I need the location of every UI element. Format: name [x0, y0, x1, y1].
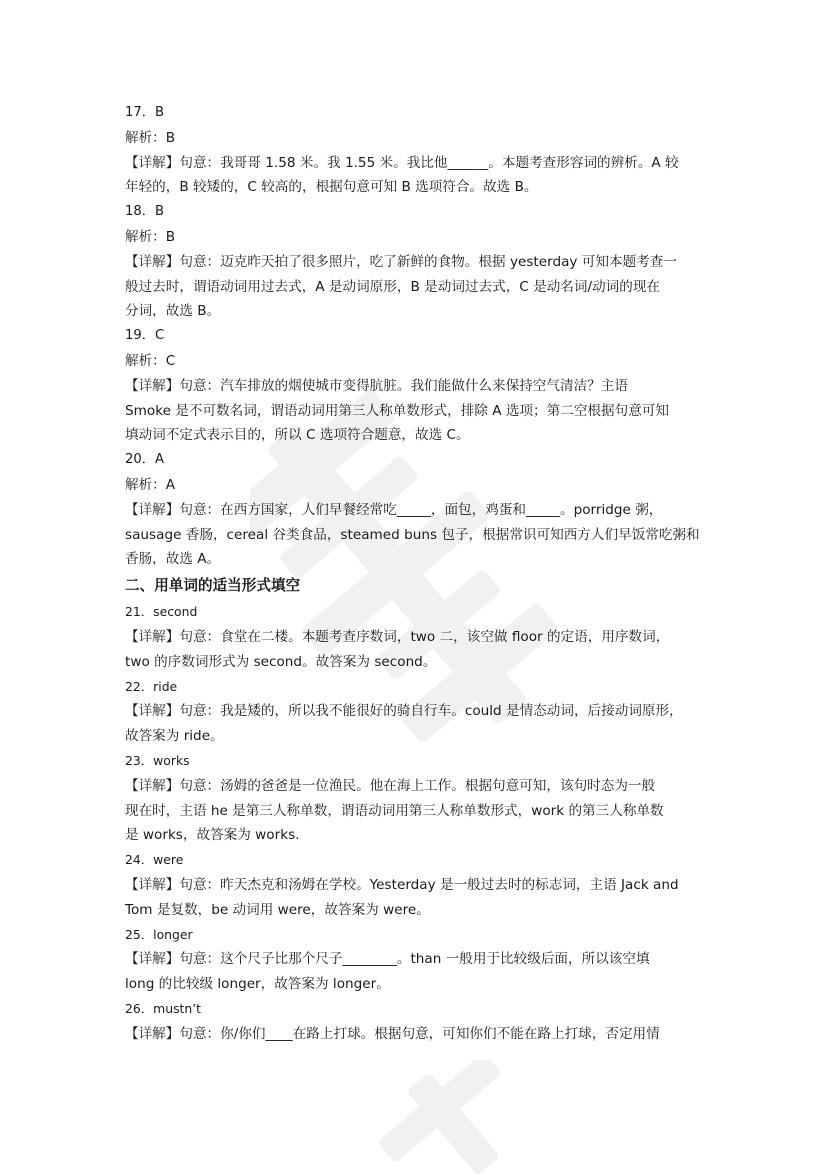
explanation-line: Tom 是复数，be 动词用 were，故答案为 were。 — [125, 901, 430, 918]
explanation-line: 解析：B — [125, 129, 176, 146]
explanation-line: 【详解】句意：食堂在二楼。本题考查序数词，two 二，该空做 floor 的定语，用序数词， — [125, 628, 670, 645]
explanation-line: 年轻的，B 较矮的，C 较高的，根据句意可知 B 选项符合。故选 B。 — [125, 179, 538, 196]
explanation-line: 解析：C — [125, 352, 176, 369]
explanation-line: 填动词不定式表示目的，所以 C 选项符合题意，故选 C。 — [125, 427, 470, 444]
watermark-logo-bottom — [340, 1060, 560, 1174]
answer-explanations — [125, 101, 710, 1046]
explanation-line: 是 works，故答案为 works. — [125, 827, 300, 844]
explanation-line: 现在时，主语 he 是第三人称单数，谓语动词用第三人称单数形式，work 的第三人称单数 — [125, 802, 664, 819]
answer-word: 25．longer — [125, 926, 193, 942]
question-number: 18．B — [125, 204, 165, 220]
question-number: 20．A — [125, 452, 164, 468]
explanation-line: 故答案为 ride。 — [125, 728, 224, 745]
answer-word: 26．mustn’t — [125, 1000, 202, 1016]
answer-word: 24．were — [125, 852, 184, 868]
explanation-line: 解析：B — [125, 228, 176, 245]
explanation-line: 【详解】句意：你/你们____在路上打球。根据句意，可知你们不能在路上打球，否定用情 — [125, 1025, 660, 1042]
question-number: 19．C — [125, 328, 165, 344]
explanation-line: 香肠，故选 A。 — [125, 551, 221, 568]
explanation-line: 【详解】句意：汽车排放的烟使城市变得肮脏。我们能做什么来保持空气清洁？主语 — [125, 377, 628, 394]
explanation-line: 【详解】句意：我是矮的，所以我不能很好的骑自行车。could 是情态动词，后接动词原形， — [125, 703, 683, 720]
explanation-line: 解析：A — [125, 476, 176, 493]
explanation-line: sausage 香肠，cereal 谷类食品，steamed buns 包子，根据常识可知西方人们早饭常吃粥和 — [125, 526, 700, 543]
explanation-line: 【详解】句意：汤姆的爸爸是一位渔民。他在海上工作。根据句意可知，该句时态为一般 — [125, 777, 656, 794]
explanation-line: long 的比较级 longer，故答案为 longer。 — [125, 976, 390, 993]
explanation-line: two 的序数词形式为 second。故答案为 second。 — [125, 653, 437, 670]
section-heading: 二、用单词的适当形式填空 — [125, 577, 301, 595]
answer-word: 21．second — [125, 604, 198, 620]
explanation-line: 【详解】句意：我哥哥 1.58 米。我 1.55 米。我比他______。本题考查形容词的辨析。A 较 — [125, 154, 679, 171]
answer-word: 23．works — [125, 752, 190, 768]
explanation-line: 【详解】句意：昨天杰克和汤姆在学校。Yesterday 是一般过去时的标志词，主语 Jack and — [125, 876, 679, 893]
explanation-line: 【详解】句意：迈克昨天拍了很多照片，吃了新鲜的食物。根据 yesterday 可知本题考查一 — [125, 253, 677, 270]
explanation-line: 【详解】句意：在西方国家，人们早餐经常吃_____，面包，鸡蛋和_____。porridge 粥， — [125, 501, 663, 518]
explanation-line: 般过去时，谓语动词用过去式，A 是动词原形，B 是动词过去式，C 是动名词/动词的现在 — [125, 278, 661, 295]
question-number: 17．B — [125, 105, 165, 120]
explanation-line: 分词，故选 B。 — [125, 303, 221, 320]
explanation-line: Smoke 是不可数名词，谓语动词用第三人称单数形式，排除 A 选项；第二空根据句意可知 — [125, 402, 669, 419]
explanation-line: 【详解】句意：这个尺子比那个尺子________。than 一般用于比较级后面，所以该空填 — [125, 951, 650, 968]
answer-word: 22．ride — [125, 678, 178, 694]
